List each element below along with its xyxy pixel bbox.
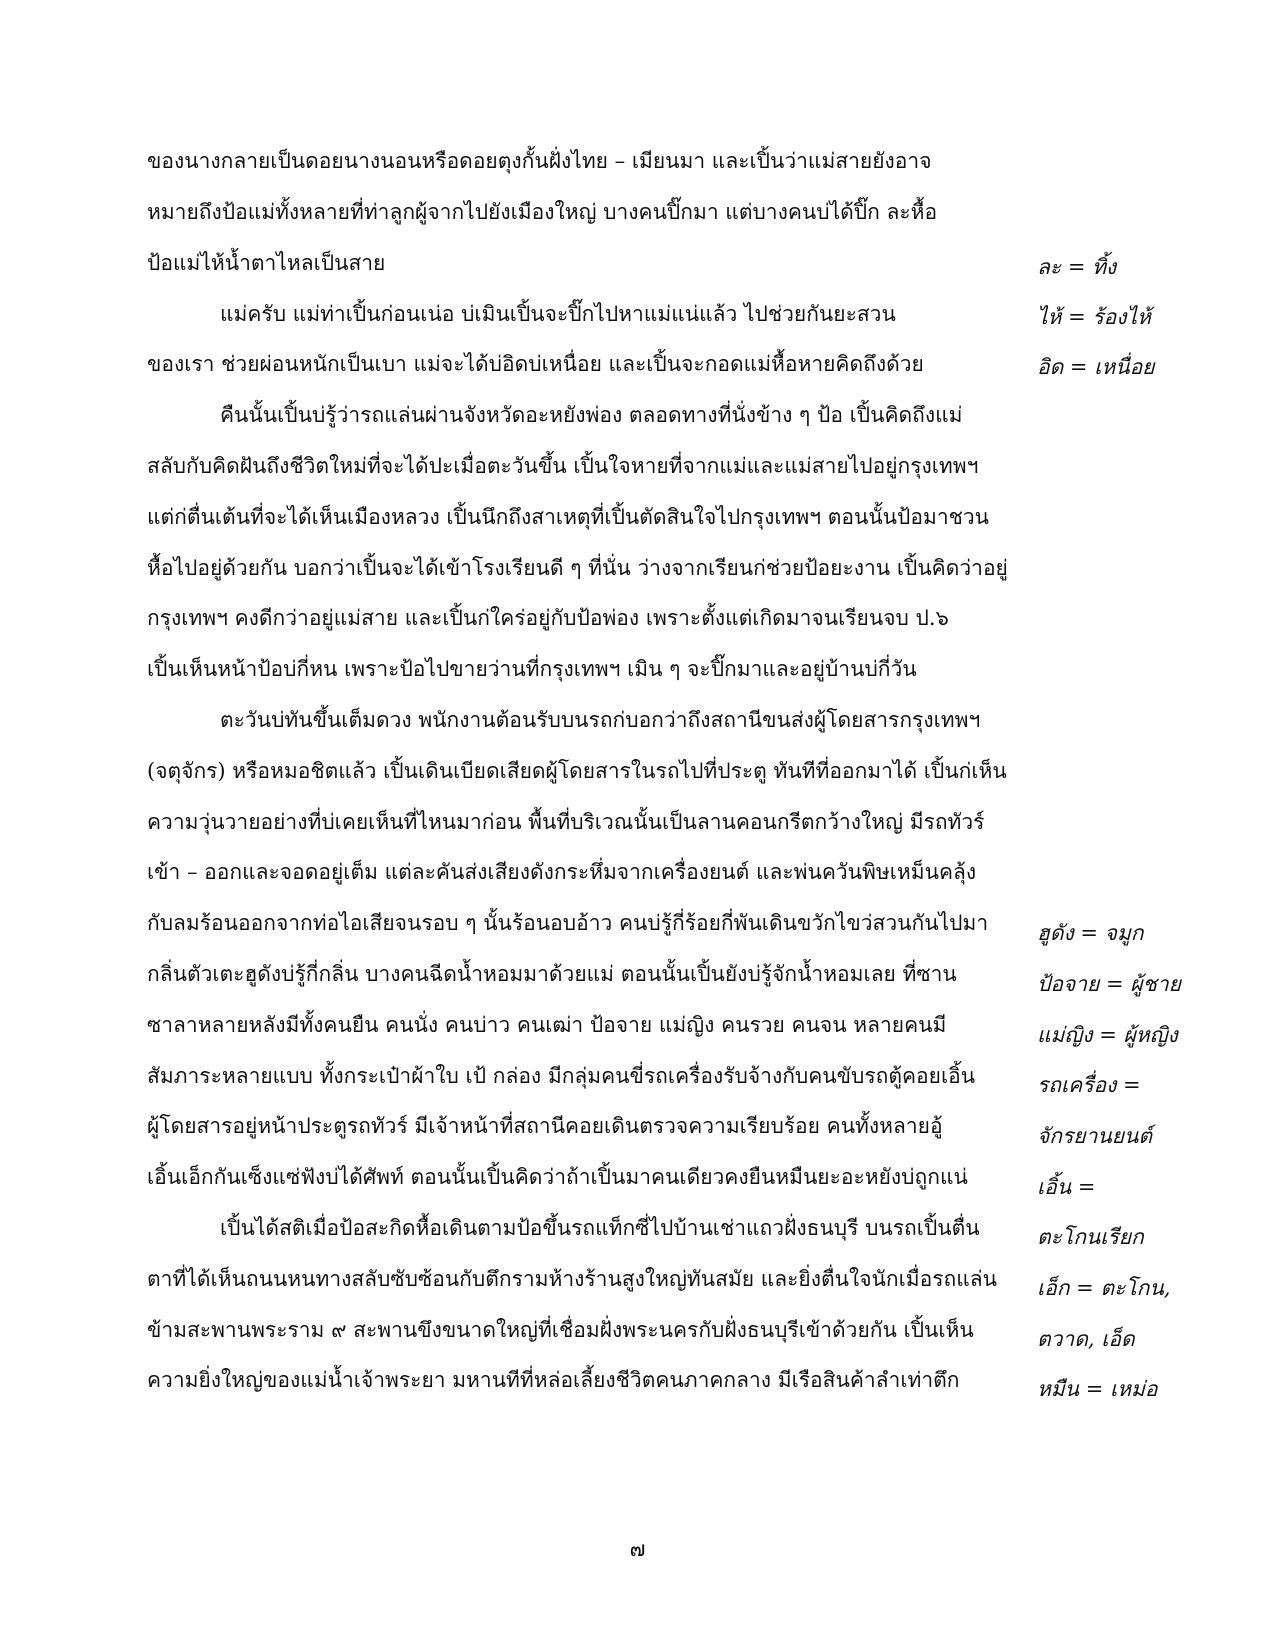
text-line: กับลมร้อนออกจากท่อไอเสียจนรอบ ๆ นั้นร้อนอบอ้าว คนบ่รู้กี่ร้อยกี่พันเดินขวักไขว่สวนกันไปมา bbox=[147, 911, 989, 935]
text-line: ของเรา ช่วยผ่อนหนักเป็นเบา แม่จะได้บ่อิดบ่เหนื่อย และเปิ้นจะกอดแม่หื้อหายคิดถึงด้วย bbox=[147, 352, 924, 376]
text-line: ตะวันบ่ทันขึ้นเต็มดวง พนักงานต้อนรับบนรถก่บอกว่าถึงสถานีขนส่งผู้โดยสารกรุงเทพฯ bbox=[220, 708, 981, 732]
text-line: เปิ้นเห็นหน้าป้อบ่กี่หน เพราะป้อไปขายว่านที่กรุงเทพฯ เมิน ๆ จะปิ๊กมาและอยู่บ้านบ่กี่วัน bbox=[147, 657, 917, 681]
text-line: ตาที่ได้เห็นถนนหนทางสลับซับซ้อนกับตึกรามห้างร้านสูงใหญ่ทันสมัย และยิ่งตื่นใจนักเมื่อรถแล่น bbox=[147, 1267, 997, 1291]
glossary-note: เอ็ก = ตะโกน, bbox=[1037, 1276, 1171, 1300]
text-line: คืนนั้นเปิ้นบ่รู้ว่ารถแล่นผ่านจังหวัดอะหยังพ่อง ตลอดทางที่นั่งข้าง ๆ ป้อ เปิ้นคิดถึงแม่ bbox=[220, 403, 963, 427]
text-line: ความยิ่งใหญ่ของแม่น้ำเจ้าพระยา มหานทีที่หล่อเลี้ยงชีวิตคนภาคกลาง มีเรือสินค้าลำเท่าตึก bbox=[147, 1368, 960, 1392]
glossary-note: อิด = เหนื่อย bbox=[1037, 355, 1155, 379]
text-line: หมายถึงป้อแม่ทั้งหลายที่ท่าลูกผู้จากไปยังเมืองใหญ่ บางคนปิ๊กมา แต่บางคนบ่ได้ปิ๊ก ละหื้อ bbox=[147, 200, 938, 224]
glossary-note: แม่ญิง = ผู้หญิง bbox=[1037, 1023, 1178, 1047]
text-line: กรุงเทพฯ คงดีกว่าอยู่แม่สาย และเปิ้นก่ใคร่อยู่กับป้อพ่อง เพราะตั้งแต่เกิดมาจนเรียนจบ ป.๖ bbox=[147, 606, 949, 630]
text-line: เอิ้นเอ็กกันเซ็งแซ่ฟังบ่ได้ศัพท์ ตอนนั้นเปิ้นคิดว่าถ้าเปิ้นมาคนเดียวคงยืนหมืนยะอะหยังบ่ถูกแน่ bbox=[147, 1165, 968, 1189]
glossary-note: เอิ้น = bbox=[1037, 1175, 1096, 1199]
text-line: ของนางกลายเป็นดอยนางนอนหรือดอยตุงกั้นฝั่งไทย – เมียนมา และเปิ้นว่าแม่สายยังอาจ bbox=[147, 149, 932, 173]
text-line: แต่ก่ตื่นเต้นที่จะได้เห็นเมืองหลวง เปิ้นนึกถึงสาเหตุที่เปิ้นตัดสินใจไปกรุงเทพฯ ตอนนั้นป้อมาชวน bbox=[147, 505, 990, 529]
text-line: ข้ามสะพานพระราม ๙ สะพานขึงขนาดใหญ่ที่เชื่อมฝั่งพระนครกับฝั่งธนบุรีเข้าด้วยกัน เปิ้นเห็น bbox=[147, 1318, 974, 1342]
text-line: ซาลาหลายหลังมีทั้งคนยืน คนนั่ง คนบ่าว คนเฒ่า ป้อจาย แม่ญิง คนรวย คนจน หลายคนมี bbox=[147, 1013, 947, 1037]
text-line: ความวุ่นวายอย่างที่บ่เคยเห็นที่ไหนมาก่อน พื้นที่บริเวณนั้นเป็นลานคอนกรีตกว้างใหญ่ มีรถทัวร์ bbox=[147, 810, 985, 834]
text-line: ป้อแม่ไห้น้ำตาไหลเป็นสาย bbox=[147, 251, 386, 275]
glossary-note: หมืน = เหม่อ bbox=[1037, 1377, 1158, 1401]
text-line: สลับกับคิดฝันถึงชีวิตใหม่ที่จะได้ปะเมื่อตะวันขึ้น เปิ้นใจหายที่จากแม่และแม่สายไปอยู่กรุงเทพฯ bbox=[147, 454, 979, 478]
page-number: ๗ bbox=[629, 1537, 646, 1561]
glossary-note: ป้อจาย = ผู้ชาย bbox=[1037, 972, 1181, 996]
text-line: แม่ครับ แม่ท่าเปิ้นก่อนเน่อ บ่เมินเปิ้นจะปิ๊กไปหาแม่แน่แล้ว ไปช่วยกันยะสวน bbox=[220, 302, 896, 326]
glossary-note: จักรยานยนต์ bbox=[1037, 1124, 1153, 1148]
glossary-note: ตะโกนเรียก bbox=[1037, 1225, 1144, 1249]
text-line: หื้อไปอยู่ด้วยกัน บอกว่าเปิ้นจะได้เข้าโรงเรียนดี ๆ ที่นั่น ว่างจากเรียนก่ช่วยป้อยะงาน เปิ้นคิดว่าอยู่ bbox=[147, 556, 1008, 580]
text-line: สัมภาระหลายแบบ ทั้งกระเป๋าผ้าใบ เป้ กล่อง มีกลุ่มคนขี่รถเครื่องรับจ้างกับคนขับรถตู้คอยเอิ้น bbox=[147, 1064, 976, 1088]
glossary-note: ตวาด, เอ็ด bbox=[1037, 1327, 1135, 1351]
text-line: เข้า – ออกและจอดอยู่เต็ม แต่ละคันส่งเสียงดังกระหึ่มจากเครื่องยนต์ และพ่นควันพิษเหม็นคลุ้ง bbox=[147, 860, 977, 884]
glossary-note: รถเครื่อง = bbox=[1037, 1073, 1141, 1097]
text-line: (จตุจักร) หรือหมอชิตแล้ว เปิ้นเดินเบียดเสียดผู้โดยสารในรถไปที่ประตู ทันทีที่ออกมาได้ เปิ้นก่เห็น bbox=[147, 759, 1007, 783]
glossary-note: ละ = ทิ้ง bbox=[1037, 255, 1117, 279]
text-line: เปิ้นได้สติเมื่อป้อสะกิดหื้อเดินตามป้อขึ้นรถแท็กซี่ไปบ้านเช่าแถวฝั่งธนบุรี บนรถเปิ้นตื่น bbox=[220, 1216, 980, 1240]
glossary-note: ไห้ = ร้องไห้ bbox=[1037, 305, 1151, 329]
text-line: กลิ่นตัวเตะฮูดังบ่รู้กี่กลิ่น บางคนฉีดน้ำหอมมาด้วยแม่ ตอนนั้นเปิ้นยังบ่รู้จักน้ำหอมเลย ที่ซาน bbox=[147, 962, 957, 986]
glossary-note: ฮูดัง = จมูก bbox=[1037, 921, 1144, 945]
text-line: ผู้โดยสารอยู่หน้าประตูรถทัวร์ มีเจ้าหน้าที่สถานีคอยเดินตรวจความเรียบร้อย คนทั้งหลายอู้ bbox=[147, 1114, 943, 1138]
